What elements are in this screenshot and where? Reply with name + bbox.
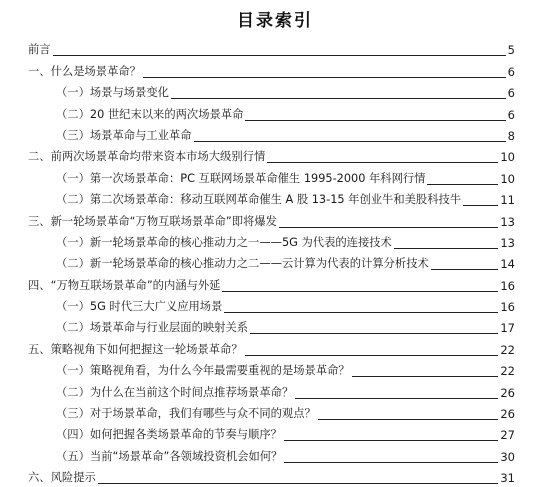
toc-entry-label: 一、什么是场景革命？ [28, 64, 141, 78]
toc-entry-label: 六、风险提示 [28, 471, 96, 485]
toc-entry-4-2[interactable] [28, 316, 515, 337]
toc-leader-line [431, 269, 499, 270]
toc-entry-page: 13 [500, 214, 515, 229]
toc-leader-line [222, 291, 498, 292]
toc-entry-5-2[interactable] [28, 380, 515, 401]
toc-entry-page: 26 [500, 407, 515, 422]
toc-entry-page: 11 [500, 193, 515, 208]
toc-entry-page: 6 [507, 86, 515, 101]
toc-entry-5-5[interactable] [28, 444, 515, 465]
toc-entry-label: 四、“万物互联场景革命”的内涵与外延 [28, 278, 221, 292]
toc-entry-label: （二）20 世纪末以来的两次场景革命 [56, 107, 244, 121]
toc-entry-page: 10 [500, 150, 515, 165]
toc-entry-section-2[interactable] [28, 145, 515, 166]
toc-entry-page: 16 [500, 278, 515, 293]
toc-entry-3-1[interactable] [28, 231, 515, 252]
toc-entry-label: （一）策略视角看，为什么今年最需要重视的是场景革命？ [56, 364, 350, 378]
toc-entry-label: （二）为什么在当前这个时间点推荐场景革命？ [56, 385, 294, 399]
toc-entry-1-3[interactable] [28, 124, 515, 145]
toc-entry-label: （三）对于场景革命，我们有哪些与众不同的观点？ [56, 407, 316, 421]
toc-leader-line [194, 141, 506, 142]
toc-entry-page: 30 [500, 449, 515, 464]
toc-leader-line [279, 227, 498, 228]
toc-entry-label: （一）5G 时代三大广义应用场景 [56, 300, 223, 314]
toc-entry-label: （一）第一次场景革命：PC 互联网场景革命催生 1995-2000 年科网行情 [56, 171, 426, 185]
toc-entry-1-2[interactable] [28, 102, 515, 123]
toc-entry-3-2[interactable] [28, 252, 515, 273]
toc-entry-page: 26 [500, 385, 515, 400]
toc-leader-line [267, 162, 498, 163]
toc-leader-line [224, 312, 498, 313]
toc-entry-2-2[interactable] [28, 188, 515, 209]
toc-entry-page: 8 [507, 128, 515, 143]
toc-entry-page: 22 [500, 364, 515, 379]
page-title: 目录索引 [237, 11, 313, 31]
toc-entry-5-3[interactable] [28, 402, 515, 423]
toc-entry-label: （二）第二次场景革命：移动互联网革命催生 A 股 13-15 年创业牛和美股科技牛 [56, 193, 462, 207]
toc-entry-label: （一）新一轮场景革命的核心推动力之一——5G 为代表的连接技术 [56, 235, 392, 249]
toc-entry-foreword[interactable] [28, 38, 515, 59]
toc-entry-section-3[interactable] [28, 209, 515, 230]
toc-entry-page: 17 [500, 321, 515, 336]
toc-entry-page: 16 [500, 300, 515, 315]
toc-entry-label: （一）场景与场景变化 [56, 86, 169, 100]
toc-entry-section-6[interactable] [28, 466, 515, 487]
toc-entry-section-1[interactable] [28, 59, 515, 80]
toc-entry-section-4[interactable] [28, 273, 515, 294]
toc-entry-1-1[interactable] [28, 81, 515, 102]
toc-leader-line [463, 205, 498, 206]
toc-entry-4-1[interactable] [28, 295, 515, 316]
toc-entry-label: （五）当前“场景革命”各领域投资机会如何？ [56, 449, 283, 463]
table-of-contents [28, 38, 515, 487]
toc-entry-label: （三）场景革命与工业革命 [56, 128, 192, 142]
toc-entry-5-1[interactable] [28, 359, 515, 380]
toc-entry-label: （二）新一轮场景革命的核心推动力之二——云计算为代表的计算分析技术 [56, 257, 429, 271]
toc-entry-label: 二、前两次场景革命均带来资本市场大级别行情 [28, 150, 266, 164]
toc-leader-line [295, 398, 498, 399]
toc-entry-page: 27 [500, 428, 515, 443]
toc-entry-2-1[interactable] [28, 166, 515, 187]
toc-entry-5-4[interactable] [28, 423, 515, 444]
toc-leader-line [245, 120, 505, 121]
toc-entry-page: 10 [500, 171, 515, 186]
toc-entry-page: 31 [500, 471, 515, 486]
toc-entry-page: 5 [507, 43, 515, 58]
toc-leader-line [427, 184, 498, 185]
toc-entry-page: 22 [500, 342, 515, 357]
toc-leader-line [284, 462, 498, 463]
toc-leader-line [98, 483, 499, 484]
toc-entry-section-5[interactable] [28, 337, 515, 358]
toc-entry-label: 前言 [28, 43, 51, 57]
toc-entry-page: 13 [500, 235, 515, 250]
toc-entry-label: 三、新一轮场景革命“万物互联场景革命”即将爆发 [28, 214, 277, 228]
toc-leader-line [250, 333, 498, 334]
toc-leader-line [171, 98, 506, 99]
toc-entry-page: 6 [507, 64, 515, 79]
toc-leader-line [143, 77, 506, 78]
toc-entry-page: 6 [507, 107, 515, 122]
toc-leader-line [352, 376, 499, 377]
toc-leader-line [394, 248, 499, 249]
toc-leader-line [53, 55, 506, 56]
toc-leader-line [245, 355, 499, 356]
toc-entry-label: （四）如何把握各类场景革命的节奏与顺序？ [56, 428, 282, 442]
toc-leader-line [318, 419, 499, 420]
toc-entry-label: （二）场景革命与行业层面的映射关系 [56, 321, 249, 335]
toc-entry-page: 14 [500, 257, 515, 272]
toc-entry-label: 五、策略视角下如何把握这一轮场景革命？ [28, 342, 243, 356]
toc-leader-line [284, 440, 498, 441]
